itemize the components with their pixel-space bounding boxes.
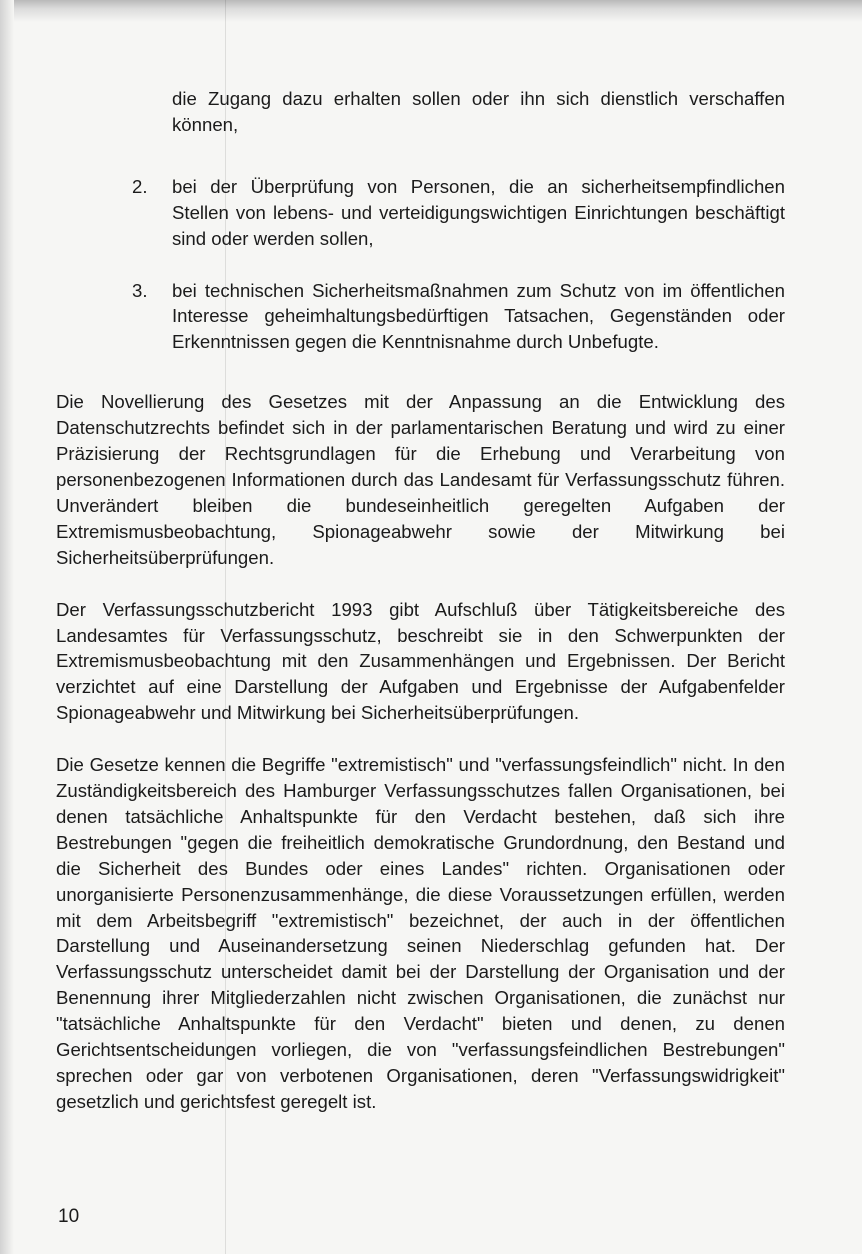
- list-item-text: bei technischen Sicherheitsmaßnahmen zum Schutz von im öffentlichen Interesse geheimhaltungsbedürftigen Tatsachen, Gegenständen oder Erkenntnissen gegen die Kenntnisnahme durch Unbefugte.: [172, 279, 785, 353]
- paragraph: Die Novellierung des Gesetzes mit der Anpassung an die Entwicklung des Datenschutzrechts befindet sich in der parlamentarischen Beratung und wird zu einer Präzisierung der Rechtsgrundlagen für die Erhebung und Verarbeitung von personenbezogenen Informationen durch das Landesamt für Verfassungsschutz führen. Unverändert bleiben die bundeseinheitlich geregelten Aufgaben der Extremismusbeobachtung, Spionageabwehr sowie der Mitwirkung bei Sicherheitsüberprüfungen.: [56, 391, 785, 568]
- list-item-number: 3.: [132, 279, 148, 301]
- paragraph: Die Gesetze kennen die Begriffe "extremistisch" und "verfassungsfeindlich" nicht. In den Zuständigkeitsbereich des Hamburger Verfassungsschutzes fallen Organisationen, bei denen tatsächliche Anhaltspunkte für den Verdacht bestehen, daß sich ihre Bestrebungen "gegen die freiheitlich demokratische Grundordnung, den Bestand und die Sicherheit des Bundes oder eines Landes" richten. Organisationen oder unorganisierte Personenzusammenhänge, die diese Voraussetzungen erfüllen, werden mit dem Arbeitsbegriff "extremistisch" bezeichnet, der auch in der öffentlichen Darstellung und Auseinandersetzung seinen Niederschlag gefunden hat. Der Verfassungsschutz unterscheidet damit bei der Darstellung der Organisation und der Benennung ihrer Mitgliederzahlen nicht zwischen Organisationen, die zunächst nur "tatsächliche Anhaltspunkte für den Verdacht" bieten und denen, zu denen Gerichtsentscheidungen vorliegen, die von "verfassungsfeindlichen Bestrebungen" sprechen oder gar von verbotenen Organisationen, deren "Verfassungswidrigkeit" gesetzlich und gerichtsfest geregelt ist.: [56, 754, 785, 1112]
- scan-edge-left: [0, 0, 14, 1254]
- list-item-text: bei der Überprüfung von Personen, die an sicherheitsempfindlichen Stellen von lebens- und verteidigungswichtigen Einrichtungen beschäftigt sind oder werden sollen,: [172, 175, 785, 249]
- document-page: [56, 86, 785, 1141]
- list-item: [56, 174, 785, 252]
- list-item-number: 2.: [132, 175, 148, 197]
- page-number: 10: [58, 1206, 80, 1227]
- list-item: [56, 278, 785, 356]
- paragraph: Der Verfassungsschutzbericht 1993 gibt Aufschluß über Tätigkeitsbereiche des Landesamtes für Verfassungsschutz, beschreibt sie in den Schwerpunkten der Extremismusbeobachtung mit den Zusammenhängen und Ergebnissen. Der Bericht verzichtet auf eine Darstellung der Aufgaben und Ergebnisse der Aufgabenfelder Spionageabwehr und Mitwirkung bei Sicherheitsüberprüfungen.: [56, 598, 785, 724]
- list-item-continuation: [56, 86, 785, 138]
- scan-edge-top: [0, 0, 862, 22]
- list-item-text: die Zugang dazu erhalten sollen oder ihn sich dienstlich verschaffen können,: [172, 88, 785, 135]
